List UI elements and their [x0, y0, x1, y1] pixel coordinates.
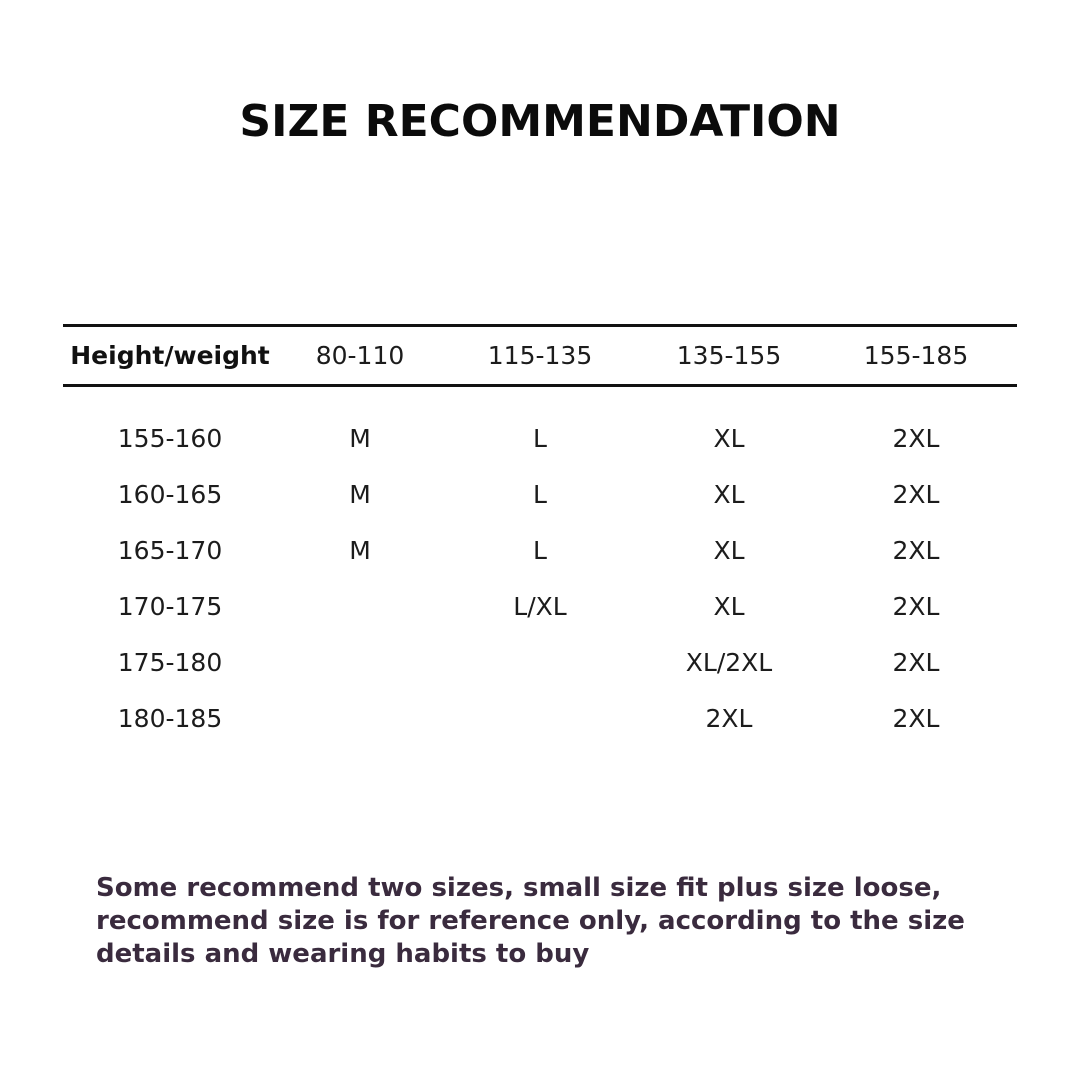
size-cell: L: [533, 480, 547, 509]
size-cell: 2XL: [892, 648, 940, 677]
size-cell: XL/2XL: [685, 648, 773, 677]
header-weight-80-110: 80-110: [315, 341, 405, 370]
row-height-cell: 165-170: [117, 536, 223, 565]
table-row: [63, 592, 1017, 648]
row-height-cell: 180-185: [117, 704, 223, 733]
size-cell: 2XL: [892, 592, 940, 621]
table-row: [63, 424, 1017, 480]
table-row: [63, 704, 1017, 760]
size-cell: XL: [713, 424, 745, 453]
size-cell: 2XL: [892, 536, 940, 565]
size-cell: M: [349, 424, 371, 453]
page-title: SIZE RECOMMENDATION: [239, 96, 841, 147]
row-height-cell: 155-160: [117, 424, 223, 453]
row-height-cell: 170-175: [117, 592, 223, 621]
header-weight-135-155: 135-155: [676, 341, 782, 370]
size-note: Some recommend two sizes, small size fit plus size loose, recommend size is for reference only, according to the size details and wearing habits to buy: [96, 873, 965, 969]
row-height-cell: 160-165: [117, 480, 223, 509]
size-cell: 2XL: [892, 704, 940, 733]
table-row: [63, 480, 1017, 536]
size-cell: XL: [713, 536, 745, 565]
size-cell: XL: [713, 592, 745, 621]
table-header-row: [63, 327, 1017, 384]
row-height-cell: 175-180: [117, 648, 223, 677]
table-row: [63, 648, 1017, 704]
size-cell: M: [349, 536, 371, 565]
size-cell: L: [533, 536, 547, 565]
size-cell: 2XL: [892, 424, 940, 453]
size-cell: XL: [713, 480, 745, 509]
table-row: [63, 536, 1017, 592]
size-cell: L/XL: [513, 592, 567, 621]
table-header-rule: [63, 384, 1017, 387]
table-body: [63, 424, 1017, 760]
size-cell: 2XL: [705, 704, 753, 733]
header-weight-115-135: 115-135: [487, 341, 593, 370]
header-height-weight: Height/weight: [70, 341, 270, 370]
size-cell: M: [349, 480, 371, 509]
size-cell: 2XL: [892, 480, 940, 509]
header-weight-155-185: 155-185: [863, 341, 969, 370]
size-cell: L: [533, 424, 547, 453]
